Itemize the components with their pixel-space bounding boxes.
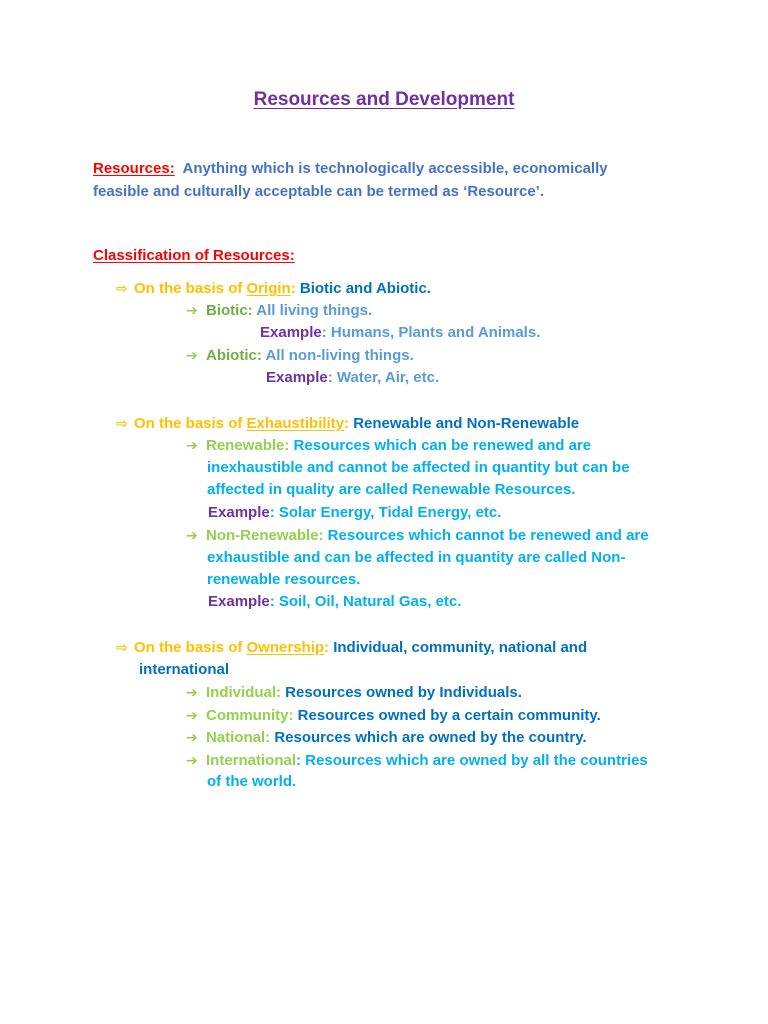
solid-arrow-icon: ➔ xyxy=(186,707,198,723)
page-title: Resources and Development xyxy=(253,89,515,110)
community-label: Community: xyxy=(206,707,294,724)
abiotic-example-text: : Water, Air, etc. xyxy=(327,369,440,386)
national-item xyxy=(186,726,587,749)
biotic-example-text: : Humans, Plants and Animals. xyxy=(321,324,541,341)
national-label: National: xyxy=(206,729,271,746)
renewable-example xyxy=(208,502,501,524)
solid-arrow-icon: ➔ xyxy=(186,752,198,768)
ownership-value-1: Individual, community, national and xyxy=(329,639,588,656)
hollow-arrow-icon: ⇨ xyxy=(116,280,128,296)
abiotic-item xyxy=(186,344,414,367)
solid-arrow-icon: ➔ xyxy=(186,347,198,363)
origin-colon: : xyxy=(290,280,296,297)
international-item xyxy=(186,749,648,772)
abiotic-label: Abiotic: xyxy=(206,347,262,364)
nonrenewable-item xyxy=(186,524,649,547)
nonrenewable-example-text: : Soil, Oil, Natural Gas, etc. xyxy=(269,593,462,610)
hollow-arrow-icon: ⇨ xyxy=(116,639,128,655)
nonrenewable-text-2: exhaustible and can be affected in quantity are called Non- xyxy=(207,549,626,566)
origin-value: Biotic and Abiotic. xyxy=(295,280,431,297)
nonrenewable-label: Non-Renewable: xyxy=(206,527,324,544)
community-text: Resources owned by a certain community. xyxy=(293,707,601,724)
nonrenewable-example xyxy=(208,591,461,613)
origin-prefix: On the basis of xyxy=(134,280,247,297)
solid-arrow-icon: ➔ xyxy=(186,302,198,318)
solid-arrow-icon: ➔ xyxy=(186,527,198,543)
exhaust-key: Exhaustibility xyxy=(246,415,345,432)
national-text: Resources which are owned by the country. xyxy=(270,729,587,746)
renewable-label: Renewable: xyxy=(206,437,290,454)
international-label: International xyxy=(206,752,297,769)
definition-line-2: feasible and culturally acceptable can be termed as ‘Resource’. xyxy=(93,183,545,200)
nonrenewable-example-label: Example xyxy=(208,593,270,610)
individual-item xyxy=(186,681,522,704)
individual-label: Individual: xyxy=(206,684,281,701)
exhaust-colon: : xyxy=(344,415,350,432)
definition-label: Resources: xyxy=(93,160,175,177)
community-item xyxy=(186,704,601,727)
renewable-text-2: inexhaustible and cannot be affected in quantity but can be xyxy=(207,459,630,476)
renewable-item xyxy=(186,434,591,457)
solid-arrow-icon: ➔ xyxy=(186,684,198,700)
biotic-example xyxy=(260,322,540,344)
individual-text: Resources owned by Individuals. xyxy=(281,684,522,701)
biotic-label: Biotic: xyxy=(206,302,253,319)
solid-arrow-icon: ➔ xyxy=(186,437,198,453)
ownership-value-2: international xyxy=(139,661,230,678)
definition-line-1 xyxy=(93,158,608,180)
nonrenewable-text-1: Resources which cannot be renewed and are xyxy=(323,527,649,544)
ownership-bullet xyxy=(116,636,587,659)
classification-heading: Classification of Resources: xyxy=(93,247,295,264)
renewable-example-text: : Solar Energy, Tidal Energy, etc. xyxy=(269,504,502,521)
exhaust-prefix: On the basis of xyxy=(134,415,247,432)
international-text-2: of the world. xyxy=(207,773,297,790)
biotic-item xyxy=(186,299,372,322)
renewable-text-3: affected in quality are called Renewable Resources. xyxy=(207,481,576,498)
biotic-text: All living things. xyxy=(252,302,373,319)
ownership-key: Ownership xyxy=(246,639,325,656)
ownership-colon: : xyxy=(324,639,330,656)
origin-key: Origin xyxy=(246,280,291,297)
abiotic-example-label: Example xyxy=(266,369,328,386)
exhaustibility-bullet xyxy=(116,412,579,435)
abiotic-text: All non-living things. xyxy=(261,347,414,364)
international-text: : Resources which are owned by all the countries xyxy=(296,752,648,769)
nonrenewable-text-3: renewable resources. xyxy=(207,571,361,588)
ownership-prefix: On the basis of xyxy=(134,639,247,656)
abiotic-example xyxy=(266,367,439,389)
hollow-arrow-icon: ⇨ xyxy=(116,415,128,431)
solid-arrow-icon: ➔ xyxy=(186,729,198,745)
exhaust-value: Renewable and Non-Renewable xyxy=(349,415,580,432)
renewable-example-label: Example xyxy=(208,504,270,521)
origin-bullet xyxy=(116,277,431,300)
definition-text-1: Anything which is technologically accessible, economically xyxy=(182,160,608,177)
renewable-text-1: Resources which can be renewed and are xyxy=(289,437,592,454)
biotic-example-label: Example xyxy=(260,324,322,341)
